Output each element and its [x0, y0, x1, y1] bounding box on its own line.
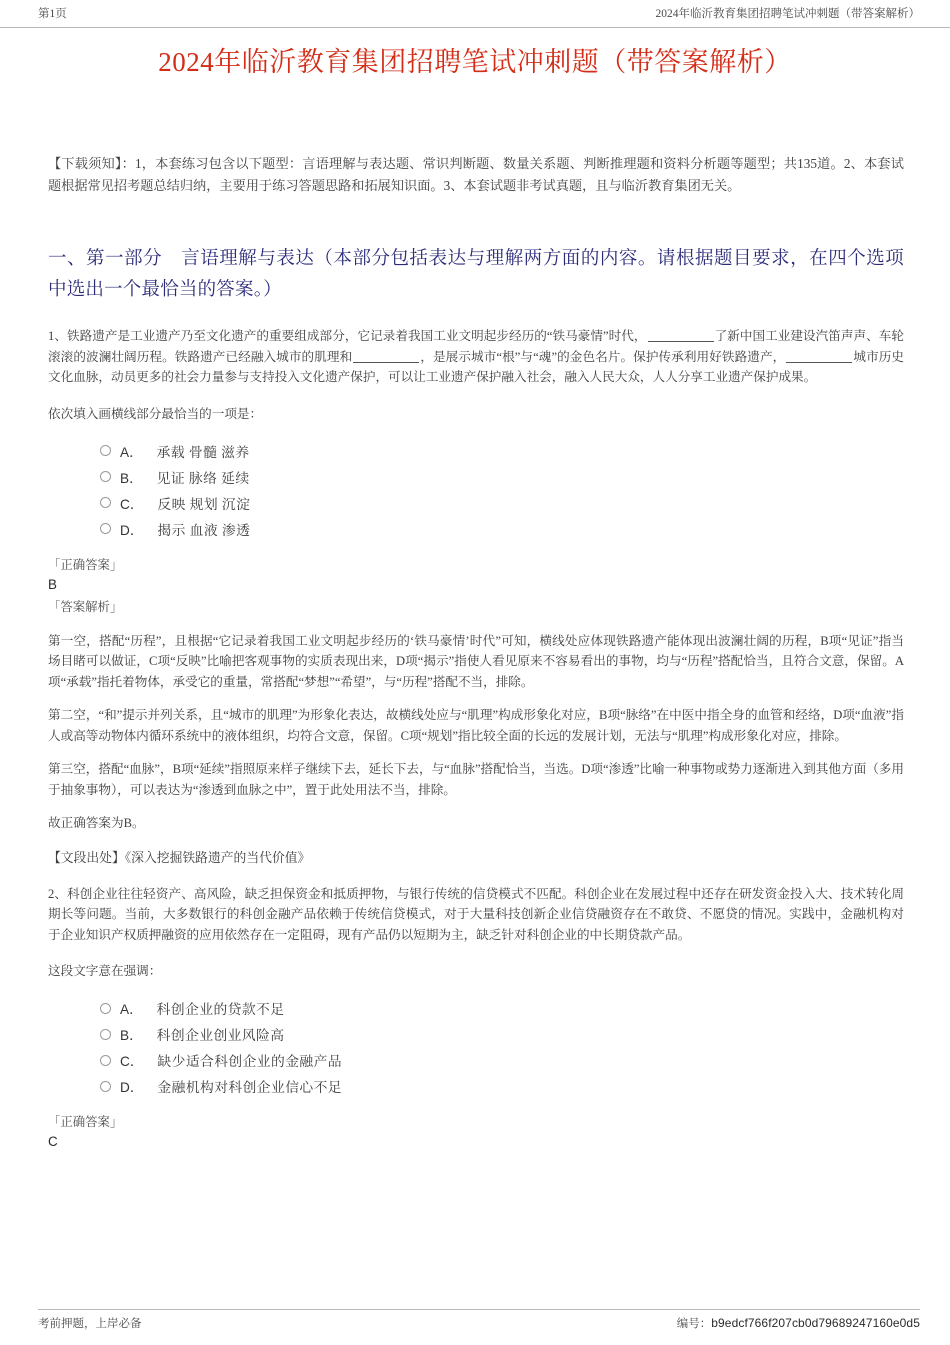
- option-b[interactable]: [100, 464, 904, 490]
- option-letter: D．: [120, 1080, 144, 1096]
- code-value: b9edcf766f207cb0d79689247160e0d5: [711, 1316, 920, 1330]
- radio-icon[interactable]: [100, 497, 111, 508]
- document-body: [48, 140, 904, 1153]
- option-list: [48, 995, 904, 1099]
- correct-answer-label: 「正确答案」: [48, 557, 123, 572]
- code-label: 编号：: [676, 1318, 712, 1330]
- running-footer: [38, 1309, 920, 1331]
- radio-icon[interactable]: [100, 1055, 111, 1066]
- question-stem: [48, 884, 904, 946]
- source-citation: 【文段出处】《深入挖掘铁路遗产的当代价值》: [48, 850, 311, 865]
- option-list: [48, 438, 904, 542]
- section-heading: 一、第一部分 言语理解与表达（本部分包括表达与理解两方面的内容。请根据题目要求，在四个选项中选出一个最恰当的答案。）: [48, 249, 904, 301]
- page-number-label: 第1页: [38, 8, 67, 20]
- option-c[interactable]: [100, 1047, 904, 1073]
- download-notice: 【下载须知】：1，本套练习包含以下题型：言语理解与表达题、常识判断题、数量关系题、判断推理题和资料分析题等题型；共135道。2、本套试题根据常见招考题总结归纳，主要用于练习答题思路和拓展知识面。3、本套试题非考试真题，且与临沂教育集团无关。: [48, 156, 904, 193]
- option-text: 缺少适合科创企业的金融产品: [157, 1054, 342, 1070]
- fill-blank-3: [786, 350, 852, 363]
- fill-blank-2: [353, 350, 419, 363]
- radio-icon[interactable]: [100, 471, 111, 482]
- question-stem-part-2: 了新中国工业建设汽笛声声、车轮滚滚的波澜壮阔历程。铁路遗产已经融入城市的肌理和: [48, 329, 905, 364]
- running-title: 2024年临沂教育集团招聘笔试冲刺题（带答案解析）: [655, 8, 920, 20]
- option-letter: B．: [120, 1028, 143, 1044]
- correct-answer-value: C: [48, 1134, 58, 1150]
- question-stem-text: 科创企业往往轻资产、高风险，缺乏担保资金和抵质押物，与银行传统的信贷模式不匹配。科创企业在发展过程中还存在研发资金投入大、技术转化周期长等问题。当前，大多数银行的科创金融产品依赖于传统信贷模式，对于大量科技创新企业信贷融资存在不敢贷、不愿贷的情况。实践中，金融机构对于企业知识产权质押融资的应用依然存在一定阻碍，现有产品仍以短期为主，缺乏针对科创企业的中长期贷款产品。: [48, 886, 905, 942]
- analysis-paragraph-1: 第一空，搭配“历程”，且根据“它记录着我国工业文明起步经历的‘铁马豪情’时代”可知，横线处应体现铁路遗产能体现出波澜壮阔的历程，B项“见证”指当场目睹可以做证，C项“反映”比喻把客观事物的实质表现出来，D项“揭示”指使人看见原来不容易看出的事物，均与“历程”搭配恰当，且符合文意，保留。A项“承载”指托着物体，承受它的重量，常搭配“梦想”“希望”，与“历程”搭配不当，排除。: [48, 633, 904, 689]
- analysis-paragraph-3: 第三空，搭配“血脉”，B项“延续”指照原来样子继续下去，延长下去，与“血脉”搭配恰当，当选。D项“渗透”比喻一种事物或势力逐渐进入到其他方面（多用于抽象事物），可以表达为“渗透到血脉之中”，置于此处用法不当，排除。: [48, 762, 904, 797]
- option-c[interactable]: [100, 490, 904, 516]
- option-letter: C．: [120, 496, 144, 512]
- option-d[interactable]: [100, 1073, 904, 1099]
- question-number: 2、: [48, 886, 68, 901]
- option-letter: D．: [120, 522, 144, 538]
- question-stem: [48, 326, 904, 388]
- option-a[interactable]: [100, 995, 904, 1021]
- footer-document-code: [677, 1315, 920, 1331]
- question-number: 1、: [48, 329, 67, 344]
- radio-icon[interactable]: [100, 1003, 111, 1014]
- running-header: [0, 0, 950, 28]
- option-letter: B．: [120, 470, 143, 486]
- option-text: 科创企业创业风险高: [156, 1028, 285, 1044]
- footer-slogan: 考前押题，上岸必备: [38, 1318, 142, 1330]
- page-title: 2024年临沂教育集团招聘笔试冲刺题（带答案解析）: [158, 47, 792, 77]
- radio-icon[interactable]: [100, 1029, 111, 1040]
- question-stem-part-4: 城市历史文化血脉，动员更多的社会力量参与支持投入文化遗产保护，可以让工业遗产保护融入社会，融入人民大众，人人分享工业遗产保护成果。: [48, 349, 905, 385]
- option-text: 反映 规划 沉淀: [157, 496, 251, 512]
- option-letter: A．: [120, 1002, 143, 1018]
- question-2: [48, 884, 904, 1152]
- question-1: [48, 326, 904, 868]
- fill-blank-1: [648, 329, 714, 342]
- option-d[interactable]: [100, 516, 904, 542]
- option-text: 见证 脉络 延续: [156, 470, 250, 486]
- option-text: 揭示 血液 渗透: [157, 522, 251, 538]
- option-letter: C．: [120, 1054, 144, 1070]
- option-text: 金融机构对科创企业信心不足: [157, 1080, 342, 1096]
- option-letter: A．: [120, 444, 143, 460]
- analysis-conclusion: 故正确答案为B。: [48, 816, 145, 831]
- question-stem-part-3: ，是展示城市“根”与“魂”的金色名片。保护传承利用好铁路遗产，: [420, 349, 786, 364]
- answer-analysis-label: 「答案解析」: [48, 599, 123, 614]
- question-prompt: 这段文字意在强调：: [48, 964, 162, 979]
- radio-icon[interactable]: [100, 445, 111, 456]
- correct-answer-value: B: [48, 576, 57, 592]
- question-prompt: 依次填入画横线部分最恰当的一项是：: [48, 406, 263, 421]
- radio-icon[interactable]: [100, 1081, 111, 1092]
- question-stem-part-1: 铁路遗产是工业遗产乃至文化遗产的重要组成部分，它记录着我国工业文明起步经历的“铁马豪情”时代，: [66, 329, 647, 344]
- option-b[interactable]: [100, 1021, 904, 1047]
- analysis-paragraph-2: 第二空，“和”提示并列关系，且“城市的肌理”为形象化表达，故横线处应与“肌理”构成形象化对应，B项“脉络”在中医中指全身的血管和经络，D项“血液”指人或高等动物体内循环系统中的液体组织，均符合文意，保留。C项“规划”指比较全面的长远的发展计划，无法与“肌理”构成形象化对应，排除。: [48, 708, 904, 743]
- option-a[interactable]: [100, 438, 904, 464]
- option-text: 科创企业的贷款不足: [156, 1002, 285, 1018]
- option-text: 承载 骨髓 滋养: [156, 444, 250, 460]
- radio-icon[interactable]: [100, 523, 111, 534]
- correct-answer-label: 「正确答案」: [48, 1115, 123, 1130]
